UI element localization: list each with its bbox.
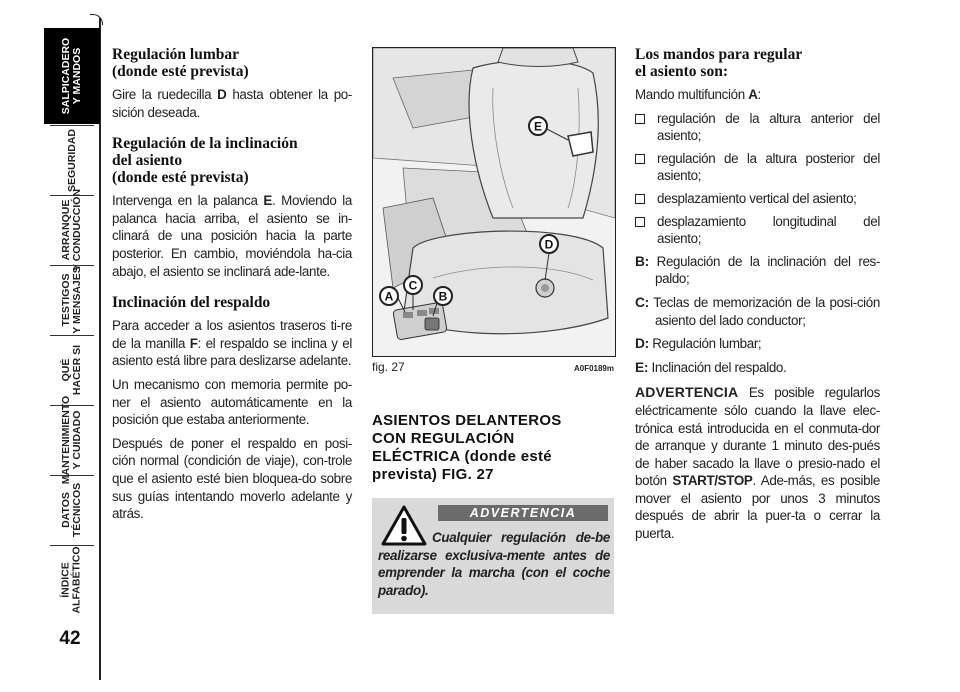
advertencia-paragraph: ADVERTENCIA Es posible regularlos eléctricamente sólo cuando la llave elec-trónica está introducida en el conmuta-dor de arranque y durante 1 minuto des-pués de haber sacado la llave o presio-nado el botón START/STOP. Ade-más, es posible mover el asiento por unos 3 minutos después de abrir la puer-ta o cerrar la puerta.: [635, 384, 881, 542]
tab-arranque[interactable]: [44, 188, 100, 272]
label-b: B: [438, 289, 448, 304]
backrest-heading: Inclinación del respaldo: [112, 294, 271, 312]
tab-label: QUÉ HACER SI: [60, 344, 83, 396]
right-column: [635, 40, 880, 549]
definitions: [635, 253, 880, 377]
tab-seguridad[interactable]: [44, 126, 100, 194]
tab-label: DATOS TÉCNICOS: [59, 482, 83, 538]
figure-caption: fig. 27: [372, 360, 405, 374]
incline-heading: Regulación de la inclinación del asiento (donde esté prevista): [112, 135, 298, 187]
page-number: 42: [59, 628, 81, 649]
tab-testigos[interactable]: [44, 266, 100, 334]
tab-label: ÍNDICE ALFABÉTICO: [60, 546, 83, 614]
middle-column: [372, 40, 614, 614]
tab-datos[interactable]: [44, 476, 100, 544]
label-a: A: [384, 289, 394, 304]
figure-footer: [372, 360, 614, 374]
tab-label: MANTENIMIENTO Y CUIDADO: [60, 395, 84, 485]
label-d: D: [544, 237, 554, 252]
definition-e: E: Inclinación del respaldo.: [635, 359, 787, 375]
tab-label: SALPICADERO Y MANDOS: [60, 37, 83, 115]
tab-label: TESTIGOS Y MENSAJES: [60, 266, 83, 334]
backrest-paragraph-1: Para acceder a los asientos traseros ti-re de la manilla F: el respaldo se inclina y el asiento está libre para deslizarse adelante.: [112, 318, 352, 369]
chapter-sidebar: [0, 0, 100, 692]
checkbox-icon: [635, 217, 645, 227]
checkbox-icon: [635, 154, 645, 164]
tab-label: SEGURIDAD: [65, 128, 78, 192]
label-c: C: [408, 278, 418, 293]
seat-illustration: [373, 48, 615, 356]
controls-heading: Los mandos para regular el asiento son:: [635, 46, 803, 80]
tab-indice[interactable]: [44, 546, 100, 614]
lumbar-paragraph: Gire la ruedecilla D hasta obtener la po-sición deseada.: [112, 87, 352, 120]
checkbox-icon: [635, 114, 645, 124]
section-title: ASIENTOS DELANTEROS CON REGULACIÓN ELÉCTRICA (donde esté prevista) FIG. 27: [372, 412, 562, 483]
tab-label: ARRANQUE Y CONDUCCIÓN: [60, 188, 83, 272]
tab-que-hacer[interactable]: [44, 336, 100, 404]
list-item: desplazamiento vertical del asiento;: [635, 190, 880, 208]
backrest-paragraph-3: Después de poner el respaldo en posi-ción normal (condición de viaje), con-trole que el asiento esté bien bloquea-do sobre sus guías intentando moverlo adelante y atrás.: [112, 435, 352, 522]
figure-code: A0F0189m: [573, 364, 614, 373]
options-list: [635, 110, 880, 248]
label-e: E: [533, 119, 543, 134]
warning-box: [372, 498, 614, 614]
checkbox-icon: [635, 194, 645, 204]
left-column: [112, 40, 352, 529]
list-item: desplazamiento longitudinal del asiento;: [635, 213, 880, 248]
list-item: regulación de la altura posterior del asiento;: [635, 150, 880, 185]
definition-b: B: Regulación de la inclinación del res-paldo;: [635, 253, 880, 287]
seat-figure: [372, 47, 616, 357]
lumbar-heading: Regulación lumbar (donde esté prevista): [112, 46, 249, 80]
sidebar-curve: [90, 14, 103, 25]
backrest-paragraph-2: Un mecanismo con memoria permite po-ner el asiento automáticamente en la posición que estaba anteriormente.: [112, 376, 352, 428]
list-item: regulación de la altura anterior del asiento;: [635, 110, 880, 145]
warning-label: ADVERTENCIA: [438, 505, 608, 521]
definition-c: C: Teclas de memorización de la posi-ción asiento del lado conductor;: [635, 294, 880, 328]
controls-intro: Mando multifunción A:: [635, 87, 761, 102]
tab-mantenimiento[interactable]: [44, 395, 100, 485]
warning-text: Cualquier regulación de-be realizarse exclusiva-mente antes de emprender la marcha (con el coche parado).: [378, 530, 610, 598]
incline-paragraph: Intervenga en la palanca E. Moviendo la palanca hacia arriba, el asiento se in-clinará de una posición hacia la parte posterior. En cambio, moviéndola ha-cia abajo, el asiento se inclinará ade-lante.: [112, 193, 352, 279]
definition-d: D: Regulación lumbar;: [635, 336, 762, 352]
tab-salpicadero[interactable]: [44, 28, 100, 124]
